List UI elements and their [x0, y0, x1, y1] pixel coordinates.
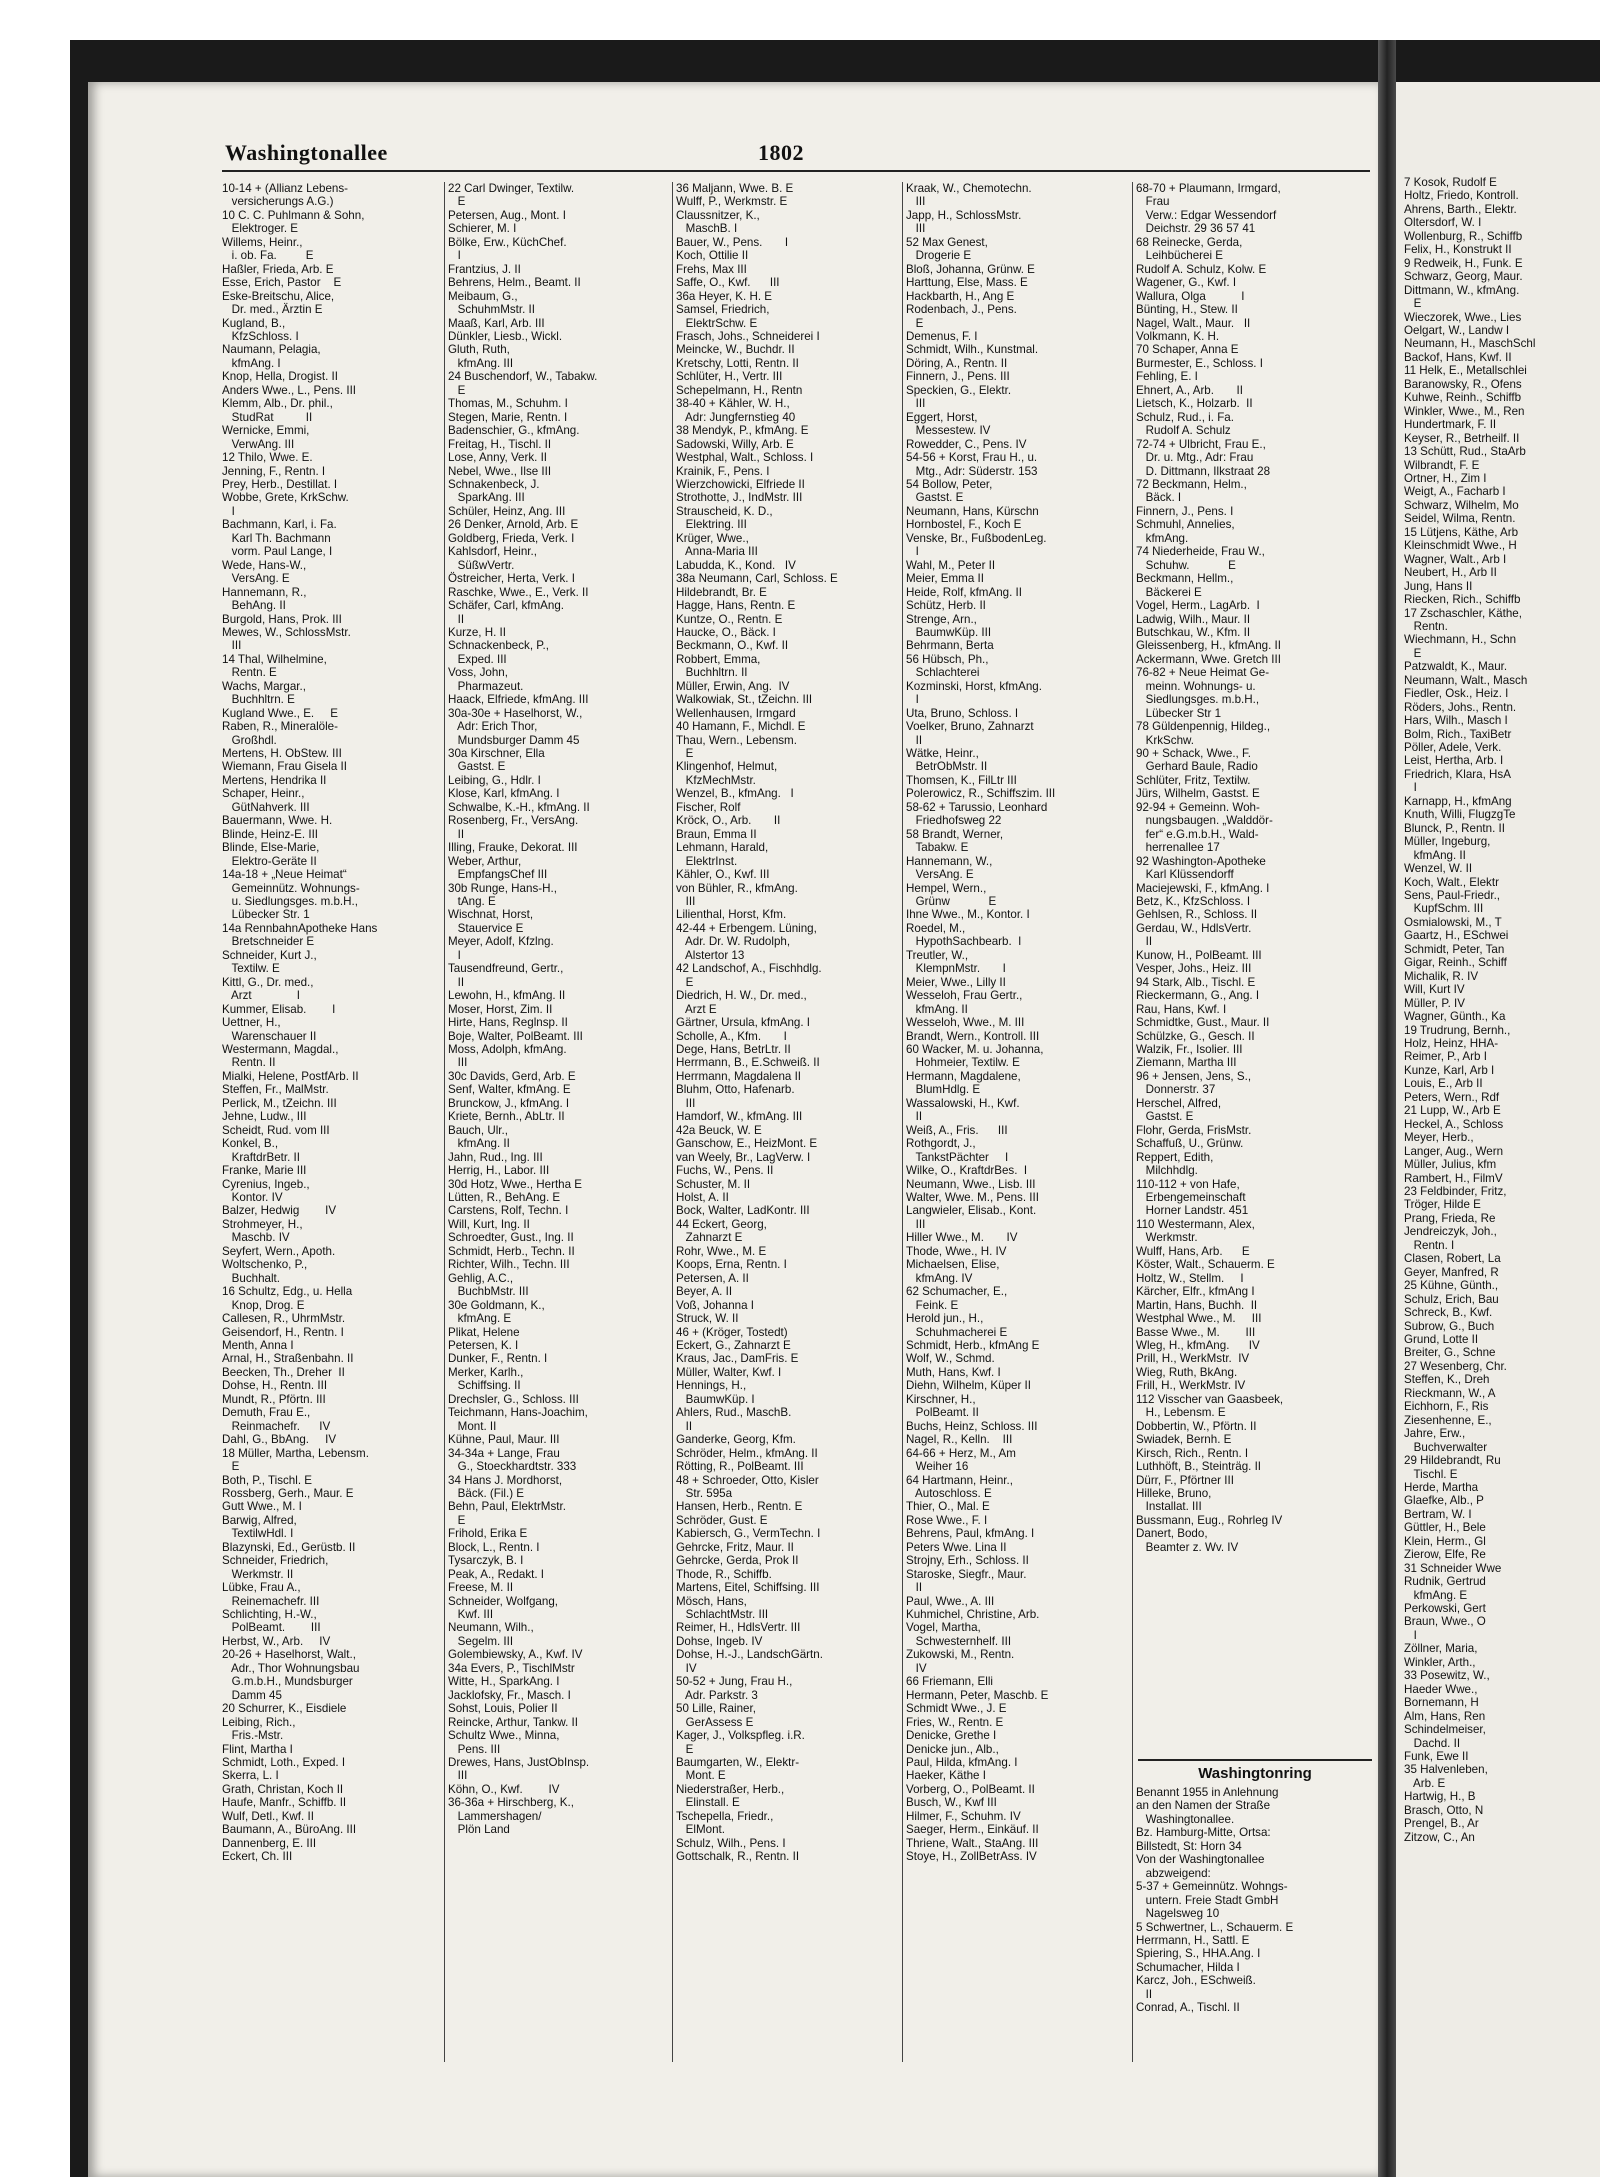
listing-column-4: Kraak, W., Chemotechn. III Japp, H., SchlossMstr. III 52 Max Genest, Drogerie E Bloß, Johanna, Grünw. E Harttung, Else, Mass. E Hackbarth, H., Ang E Rodenbach, J., Pens. E Demenus, F. I Schmidt, Wilh., Kunstmal. Döring, A., Rentn. II Finnern, J., Pens. III Speckien, G., Elektr. III Eggert, Horst, Messestew. IV Rowedder, C., Pens. IV 54-56 + Korst, Frau H., u. Mtg., Adr: Süderstr. 153 54 Bollow, Peter, Gastst. E Neumann, Hans, Kürschn Hornbostel, F., Koch E Venske, Br., FußbodenLeg. I Wahl, M., Peter II Meier, Emma II Heide, Rolf, kfmAng. II Schütz, Herb. II Strenge, Arn., BaumwKüp. III Behrmann, Berta 56 Hübsch, Ph., Schlachterei Kozminski, Horst, kfmAng. I Uta, Bruno, Schloss. I Voelker, Bruno, Zahnarzt II Wätke, Heinr., BetrObMstr. II Thomsen, K., FilLtr III Polerowicz, R., Schiffszim. III 58-62 + Tarussio, Leonhard Friedhofsweg 22 58 Brandt, Werner, Tabakw. E Hannemann, W., VersAng. E Hempel, Wern., Grünw E Ihne Wwe., M., Kontor. I Roedel, M., HypothSachbearb. I Treutler, W., KlempnMstr. I Meier, Wwe., Lilly II Wesseloh, Frau Gertr., kfmAng. II Wesseloh, Wwe., M. III Brandt, Wern., Kontroll. III 60 Wacker, M. u. Johanna, Hohmeier, Textilw. E Hermann, Magdalene, BlumHdlg. E Wassalowski, H., Kwf. II Weiß, A., Fris. III Rothgordt, J., TankstPächter I Wilke, O., KraftdrBes. I Neumann, Wwe., Lisb. III Walter, Wwe. M., Pens. III Langwieler, Elisab., Kont. III Hiller Wwe., M. IV Thode, Wwe., H. IV Michaelsen, Elise, kfmAng. IV 62 Schumacher, E., Feink. E Herold jun., H., Schuhmacherei E Schmidt, Herb., kfmAng E Wolf, W., Schmd. Muth, Hans, Kwf. I Diehn, Wilhelm, Küper II Kirschner, H., PolBeamt. II Buchs, Heinz, Schloss. III Nagel, R., Kelln. III 64-66 + Herz, M., Am Weiher 16 64 Hartmann, Heinr., Autoschloss. E Thier, O., Mal. E Rose Wwe., F. I Behrens, Paul, kfmAng. I Peters Wwe. Lina II Strojny, Erh., Schloss. II Staroske, Siegfr., Maur. II Paul, Wwe., A. III Kuhmichel, Christine, Arb. Vogel, Martha, Schwesternhelf. III Zukowski, M., Rentn. IV 66 Friemann, Elli Hermann, Peter, Maschb. E Schmidt Wwe., J. E Fries, W., Rentn. E Denicke, Grethe I Denicke jun., Alb., Paul, Hilda, kfmAng. I Haeker, Käthe I Vorberg, O., PolBeamt. II Busch, W., Kwf III Hilmer, F., Schuhm. IV Saeger, Herm., Einkäuf. II Thriene, Walt., StaAng. III Stoye, H., ZollBetrAss. IV	[906, 182, 1056, 1864]
listing-column-1: 10-14 + (Allianz Lebens- versicherungs A.G.) 10 C. C. Puhlmann & Sohn, Elektroger. E Willems, Heinr., i. ob. Fa. E Haßler, Frieda, Arb. E Esse, Erich, Pastor E Eske-Breitschu, Alice, Dr. med., Ärztin E Kugland, B., KfzSchloss. I Naumann, Pelagia, kfmAng. I Knop, Hella, Drogist. II Anders Wwe., L., Pens. III Klemm, Alb., Dr. phil., StudRat II Wernicke, Emmi, VerwAng. III 12 Thilo, Wwe. E. Jenning, F., Rentn. I Prey, Herb., Destillat. I Wobbe, Grete, KrkSchw. I Bachmann, Karl, i. Fa. Karl Th. Bachmann vorm. Paul Lange, I Wede, Hans-W., VersAng. E Hannemann, R., BehAng. II Burgold, Hans, Prok. III Mewes, W., SchlossMstr. III 14 Thal, Wilhelmine, Rentn. E Wachs, Margar., Buchhltrn. E Kugland Wwe., E. E Raben, R., Mineralöle- Großhdl. Mertens, H. ObStew. III Wiemann, Frau Gisela II Mertens, Hendrika II Schaper, Heinr., GütNahverk. III Bauermann, Wwe. H. Blinde, Heinz-E. III Blinde, Else-Marie, Elektro-Geräte II 14a-18 + „Neue Heimat“ Gemeinnütz. Wohnungs- u. Siedlungsges. m.b.H., Lübecker Str. 1 14a RennbahnApotheke Hans Bretschneider E Schneider, Kurt J., Textilw. E Kittl, G., Dr. med., Arzt I Kummer, Elisab. I Uettner, H., Warenschauer II Westermann, Magdal., Rentn. II Mialki, Helene, PostfArb. II Steffen, Fr., MalMstr. Perlick, M., tZeichn. III Jehne, Ludw., III Scheidt, Rud. vom III Konkel, B., KraftdrBetr. II Franke, Marie III Cyrenius, Ingeb., Kontor. IV Balzer, Hedwig IV Strohmeyer, H., Maschb. IV Seyfert, Wern., Apoth. Woltschenko, P., Buchhalt. 16 Schultz, Edg., u. Hella Knop, Drog. E Callesen, R., UhrmMstr. Geisendorf, H., Rentn. I Menth, Anna I Arnal, H., Straßenbahn. II Beecken, Th., Dreher II Dohse, H., Rentn. III Mundt, R., Pförtn. III Demuth, Frau E., Reinmachefr. IV Dahl, G., BbAng. IV 18 Müller, Martha, Lebensm. E Both, P., Tischl. E Rossberg, Gerh., Maur. E Gutt Wwe., M. I Barwig, Alfred, TextilwHdl. I Blazynski, Ed., Gerüstb. II Schneider, Friedrich, Werkmstr. II Lübke, Frau A., Reinemachefr. III Schlichting, H.-W., PolBeamt. III Herbst, W., Arb. IV 20-26 + Haselhorst, Walt., Adr., Thor Wohnungsbau G.m.b.H., Mundsburger Damm 45 20 Schurrer, K., Eisdiele Leibing, Rich., Fris.-Mstr. Flint, Martha I Schmidt, Loth., Exped. I Skerra, L. I Grath, Christan, Koch II Haufe, Manfr., Schiffb. II Wulf, Detl., Kwf. II Baumann, A., BüroAng. III Dannenberg, E. III Eckert, Ch. III	[222, 182, 378, 1864]
book-gutter	[1378, 40, 1396, 2177]
section-body: Benannt 1955 in Anlehnung an den Namen der Straße Washingtonallee. Bz. Hamburg-Mitte, Ortsa: Billstedt, St: Horn 34 Von der Washingtonallee abzweigend: 5-37 + Gemeinnütz. Wohngs- untern. Freie Stadt GmbH Nagelsweg 10 5 Schwertner, L., Schauerm. E Herrmann, H., Sattl. E Spiering, S., HHA.Ang. I Schumacher, Hilda I Karcz, Joh., ESchweiß. II Conrad, A., Tischl. II	[1136, 1786, 1294, 2015]
listing-column-2: 22 Carl Dwinger, Textilw. E Petersen, Aug., Mont. I Schierer, M. I Bölke, Erw., KüchChef. I Frantzius, J. II Behrens, Helm., Beamt. II Meibaum, G., SchuhmMstr. II Maaß, Karl, Arb. III Dünkler, Liesb., Wickl. Gluth, Ruth, kfmAng. III 24 Buschendorf, W., Tabakw. E Thomas, M., Schuhm. I Stegen, Marie, Rentn. I Badenschier, G., kfmAng. Freitag, H., Tischl. II Lose, Anny, Verk. II Nebel, Wwe., Ilse III Schnakenbeck, J. SparkAng. III Schüler, Heinz, Ang. III 26 Denker, Arnold, Arb. E Goldberg, Frieda, Verk. I Kahlsdorf, Heinr., SüßwVertr. Östreicher, Herta, Verk. I Raschke, Wwe., E., Verk. II Schäfer, Carl, kfmAng. II Kurze, H. II Schnackenbeck, P., Exped. III Voss, John, Pharmazeut. Haack, Elfriede, kfmAng. III 30a-30e + Haselhorst, W., Adr: Erich Thor, Mundsburger Damm 45 30a Kirschner, Ella Gastst. E Leibing, G., Hdlr. I Klose, Karl, kfmAng. I Schwalbe, K.-H., kfmAng. II Rosenberg, Fr., VersAng. II Illing, Frauke, Dekorat. III Weber, Arthur, EmpfangsChef III 30b Runge, Hans-H., tAng. E Wischnat, Horst, Stauervice E Meyer, Adolf, Kfzlng. I Tausendfreund, Gertr., II Lewohn, H., kfmAng. II Moser, Horst, Zim. II Hirte, Hans, Reglnsp. II Boje, Walter, PolBeamt. III Moss, Adolph, kfmAng. III 30c Davids, Gerd, Arb. E Senf, Walter, kfmAng. E Brunckow, J., kfmAng. I Kriete, Bernh., AbLtr. II Bauch, Ulr., kfmAng. II Jahn, Rud., Ing. III Herrig, H., Labor. III 30d Hotz, Wwe., Hertha E Lütten, R., BehAng. E Carstens, Rolf, Techn. I Will, Kurt, Ing. II Schroedter, Gust., Ing. II Schmidt, Herb., Techn. II Richter, Wilh., Techn. III Gehlig, A.C., BuchbMstr. III 30e Goldmann, K., kfmAng. E Plikat, Helene Petersen, K. I Dunker, F., Rentn. I Merker, Karlh., Schiffsing. II Drechsler, G., Schloss. III Teichmann, Hans-Joachim, Mont. II Kühne, Paul, Maur. III 34-34a + Lange, Frau G., Stoeckhardtstr. 333 34 Hans J. Mordhorst, Bäck. (Fil.) E Behn, Paul, ElektrMstr. E Frihold, Erika E Block, L., Rentn. I Tysarczyk, B. I Peak, A., Redakt. I Freese, M. II Schneider, Wolfgang, Kwf. III Neumann, Wilh., Segelm. III Golembiewsky, A., Kwf. IV 34a Evers, P., TischlMstr Witte, H., SparkAng. I Jacklofsky, Fr., Masch. I Sohst, Louis, Polier II Reincke, Arthur, Tankw. II Schultz Wwe., Minna, Pens. III Drewes, Hans, JustObInsp. III Köhn, O., Kwf. IV 36-36a + Hirschberg, K., Lammershagen/ Plön Land	[448, 182, 598, 1837]
street-header: Washingtonallee	[225, 140, 388, 165]
section-heading: Washingtonring	[1138, 1759, 1372, 1782]
column-divider	[672, 182, 673, 2062]
listing-column-3: 36 Maljann, Wwe. B. E Wulff, P., Werkmstr. E Claussnitzer, K., MaschB. I Bauer, W., Pens. I Koch, Ottilie II Frehs, Max III Saffe, O., Kwf. III 36a Heyer, K. H. E Samsel, Friedrich, ElektrSchw. E Frasch, Johs., Schneiderei I Meincke, W., Buchdr. II Kretschy, Lotti, Rentn. II Schlüter, H., Vertr. III Schepelmann, H., Rentn 38-40 + Kähler, W. H., Adr: Jungfernstieg 40 38 Mendyk, P., kfmAng. E Sadowski, Willy, Arb. E Westphal, Walt., Schloss. I Krainik, F., Pens. I Wierzchowicki, Elfriede II Strothotte, J., IndMstr. III Strauscheid, K. D., Elektring. III Krüger, Wwe., Anna-Maria III Labudda, K., Kond. IV 38a Neumann, Carl, Schloss. E Hildebrandt, Br. E Hagge, Hans, Rentn. E Kuntze, O., Rentn. E Haucke, O., Bäck. I Beckmann, O., Kwf. II Robbert, Emma, Buchhltrn. II Müller, Erwin, Ang. IV Walkowiak, St., tZeichn. III Wellenhausen, Irmgard 40 Hamann, F., Michdl. E Thau, Wern., Lebensm. E Klingenhof, Helmut, KfzMechMstr. Wenzel, B., kfmAng. I Fischer, Rolf Kröck, O., Arb. II Braun, Emma II Lehmann, Harald, ElektrInst. Kähler, O., Kwf. III von Bühler, R., kfmAng. III Lilienthal, Horst, Kfm. 42-44 + Erbengem. Lüning, Adr. Dr. W. Rudolph, Alstertor 13 42 Landschof, A., Fischhdlg. E Diedrich, H. W., Dr. med., Arzt E Gärtner, Ursula, kfmAng. I Scholle, A., Kfm. I Dege, Hans, BetrLtr. II Herrmann, B., E.Schweiß. II Herrmann, Magdalena II Bluhm, Otto, Hafenarb. III Hamdorf, W., kfmAng. III 42a Beuck, W. E Ganschow, E., HeizMont. E van Weely, Br., LagVerw. I Fuchs, W., Pens. II Schuster, M. II Holst, A. II Bock, Walter, LadKontr. III 44 Eckert, Georg, Zahnarzt E Rohr, Wwe., M. E Koops, Erna, Rentn. I Petersen, A. II Beyer, A. II Voß, Johanna I Struck, W. II 46 + (Kröger, Tostedt) Eckert, G., Zahnarzt E Kraus, Jac., DamFris. E Müller, Walter, Kwf. I Hennings, H., BaumwKüp. I Ahlers, Rud., MaschB. II Ganderke, Georg, Kfm. Schröder, Helm., kfmAng. II Rötting, R., PolBeamt. III 48 + Schroeder, Otto, Kisler Str. 595a Hansen, Herb., Rentn. E Schröder, Gust. E Kabiersch, G., VermTechn. I Gehrcke, Fritz, Maur. II Gehrcke, Gerda, Prok II Thode, R., Schiffb. Martens, Eitel, Schiffsing. III Mösch, Hans, SchlachtMstr. III Reimer, H., HdlsVertr. III Dohse, Ingeb. IV Dohse, H.-J., LandschGärtn. IV 50-52 + Jung, Frau H., Adr. Parkstr. 3 50 Lille, Rainer, GerAssess E Kager, J., Volkspfleg. i.R. E Baumgarten, W., Elektr- Mont. E Niederstraßer, Herb., Elinstall. E Tschepella, Friedr., ElMont. Schulz, Wilh., Pens. I Gottschalk, R., Rentn. II	[676, 182, 838, 1864]
header-rule	[222, 170, 1370, 172]
listing-column-5: 68-70 + Plaumann, Irmgard, Frau Verw.: Edgar Wessendorf Deichstr. 29 36 57 41 68 Reinecke, Gerda, Leihbücherei E Rudolf A. Schulz, Kolw. E Wagener, G., Kwf. I Wallura, Olga I Bünting, H., Stew. II Nagel, Walt., Maur. II Volkmann, K. H. 70 Schaper, Anna E Burmester, E., Schloss. I Fehling, E. I Ehnert, A., Arb. II Lietsch, K., Holzarb. II Schulz, Rud., i. Fa. Rudolf A. Schulz 72-74 + Ulbricht, Frau E., Dr. u. Mtg., Adr: Frau D. Dittmann, Ilkstraat 28 72 Beckmann, Helm., Bäck. I Finnern, J., Pens. I Schmuhl, Annelies, kfmAng. 74 Niederheide, Frau W., Schuhw. E Beckmann, Hellm., Bäckerei E Vogel, Herm., LagArb. I Ladwig, Wilh., Maur. II Butschkau, W., Kfm. II Gleissenberg, H., kfmAng. II Ackermann, Wwe. Gretch III 76-82 + Neue Heimat Ge- meinn. Wohnungs- u. Siedlungsges. m.b.H., Lübecker Str 1 78 Güldenpennig, Hildeg., KrkSchw. 90 + Schack, Wwe., F. Gerhard Baule, Radio Schlüter, Fritz, Textilw. Jürs, Wilhelm, Gastst. E 92-94 + Gemeinn. Woh- nungsbaugen. „Walddör- fer“ e.G.m.b.H., Wald- herrenallee 17 92 Washington-Apotheke Karl Klüssendorff Maciejewski, F., kfmAng. I Betz, K., KfzSchloss. I Gehlsen, R., Schloss. II Gerdau, W., HdlsVertr. II Kunow, H., PolBeamt. III Vesper, Johs., Heiz. III 94 Stark, Alb., Tischl. E Rieckermann, G., Ang. I Rau, Hans, Kwf. I Schmidtke, Gust., Maur. II Schülzke, G., Gesch. II Walzik, Fr., Isolier. III Ziemann, Martha III 96 + Jensen, Jens, S., Donnerstr. 37 Herschel, Alfred, Gastst. E Flohr, Gerda, FrisMstr. Schaffuß, U., Grünw. Reppert, Edith, Milchhdlg. 110-112 + von Hafe, Erbengemeinschaft Horner Landstr. 451 110 Westermann, Alex, Werkmstr. Wulff, Hans, Arb. E Köster, Walt., Schauerm. E Holtz, W., Stellm. I Kärcher, Elfr., kfmAng I Martin, Hans, Buchh. II Westphal Wwe., M. III Basse Wwe., M. III Wleg, H., kfmAng. IV Prill, H., WerkMstr. IV Wieg, Ruth, BkAng. Frill, H., WerkMstr. IV 112 Visscher van Gaasbeek, H., Lebensm. E Dobbertin, W., Pförtn. II Swiadek, Bernh. E Kirsch, Rich., Rentn. I Luthhöft, B., Steinträg. II Dürr, F., Pförtner III Hilleke, Bruno, Installat. III Bussmann, Eug., Rohrleg IV Danert, Bodo, Beamter z. Wv. IV	[1136, 182, 1284, 1554]
facing-page-column: 7 Kosok, Rudolf E Holtz, Friedo, Kontroll. Ahrens, Barth., Elektr. Oltersdorf, W. I Wollenburg, R., Schiffb Felix, H., Konstrukt II 9 Redweik, H., Funk. E Schwarz, Georg, Maur. Dittmann, W., kfmAng. E Wieczorek, Wwe., Lies Oelgart, W., Landw I Neumann, H., MaschSchl Backof, Hans, Kwf. II 11 Helk, E., Metallschlei Baranowsky, R., Ofens Kuhwe, Reinh., Schiffb Winkler, Wwe., M., Ren Hundertmark, F. II Keyser, R., Betrheilf. II 13 Schütt, Rud., StaArb Wilbrandt, F. E Ortner, H., Zim I Weigt, A., Facharb I Schwarz, Wilhelm, Mo Seidel, Wilma, Rentn. 15 Lütjens, Käthe, Arb Kleinschmidt Wwe., H Wagner, Walt., Arb I Neubert, H., Arb II Jung, Hans II Riecken, Rich., Schiffb 17 Zschaschler, Käthe, Rentn. Wiechmann, H., Schn E Patzwaldt, K., Maur. Neumann, Walt., Masch Fiedler, Osk., Heiz. I Röders, Johs., Rentn. Hars, Wilh., Masch I Bolm, Rich., TaxiBetr Pöller, Adele, Verk. Leist, Hertha, Arb. I Friedrich, Klara, HsA I Karnapp, H., kfmAng Knuth, Willi, FlugzgTe Blunck, P., Rentn. II Müller, Ingeburg, kfmAng. II Wenzel, W. II Koch, Walt., Elektr Sens, Paul-Friedr., KupfSchm. III Osmialowski, M., T Gaartz, H., ESchwei Schmidt, Peter, Tan Gigar, Reinh., Schiff Michalik, R. IV Will, Kurt IV Müller, P. IV Wagner, Günth., Ka 19 Trudrung, Bernh., Holz, Heinz, HHA- Reimer, P., Arb I Kunze, Karl, Arb I Louis, E., Arb II Peters, Wern., Rdf 21 Lupp, W., Arb E Heckel, A., Schloss Meyer, Herb., Langer, Aug., Wern Müller, Julius, kfm Rambert, H., FilmV 23 Feldbinder, Fritz, Tröger, Hilde E Prang, Frieda, Re Jendreiczyk, Joh., Rentn. I Clasen, Robert, La Geyer, Manfred, R 25 Kühne, Günth., Schulz, Erich, Bau Schreck, B., Kwf. Subrow, G., Buch Grund, Lotte II Breiter, G., Schne 27 Wesenberg, Chr. Steffen, K., Dreh Rieckmann, W., A Eichhorn, F., Ris Ziesenhenne, E., Jahre, Erw., Buchverwalter 29 Hildebrandt, Ru Tischl. E Herde, Martha Glaefke, Alb., P Bertram, W. I Güttler, H., Bele Klein, Herm., Gl Zierow, Elfe, Re 31 Schneider Wwe Rudnik, Gertrud kfmAng. E Perkowski, Gert Braun, Wwe., O I Zöllner, Maria, Winkler, Arth., 33 Posewitz, W., Haeder Wwe., Bornemann, H Alm, Hans, Ren Schindelmeiser, Dachd. II Funk, Ewe II 35 Halvenleben, Arb. E Hartwig, H., B Brasch, Otto, N Prengel, B., Ar Zitzow, C., An	[1404, 176, 1536, 1844]
column-divider	[444, 182, 445, 2062]
column-divider	[1132, 182, 1133, 2062]
page-number: 1802	[758, 140, 804, 165]
column-divider	[902, 182, 903, 2062]
facing-page	[1396, 82, 1600, 2177]
